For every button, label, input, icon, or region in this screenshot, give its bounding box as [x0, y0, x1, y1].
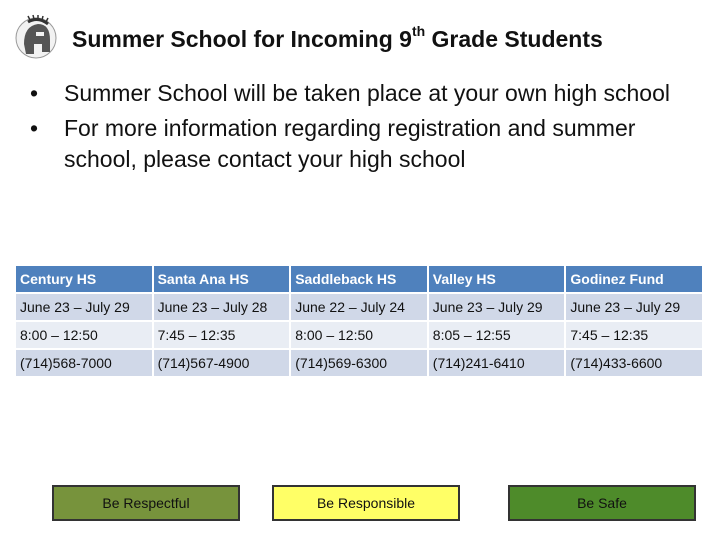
- title-end: Grade Students: [425, 26, 603, 52]
- table-cell: June 23 – July 28: [153, 293, 291, 321]
- column-header: Saddleback HS: [290, 265, 428, 293]
- table-row: [15, 293, 703, 321]
- title-main: Summer School for Incoming 9: [72, 26, 412, 52]
- table-row: [15, 349, 703, 377]
- info-bullets: [30, 78, 690, 179]
- table-cell: (714)567-4900: [153, 349, 291, 377]
- table-cell: (714)568-7000: [15, 349, 153, 377]
- table-header-row: [15, 265, 703, 293]
- column-header: Valley HS: [428, 265, 566, 293]
- table-cell: (714)241-6410: [428, 349, 566, 377]
- column-header: Santa Ana HS: [153, 265, 291, 293]
- bullet-text: Summer School will be taken place at your own high school: [64, 80, 670, 106]
- bullet-item: [30, 78, 690, 109]
- bullet-dot-icon: •: [30, 80, 39, 106]
- bullet-text: For more information regarding registration and summer school, please contact your high school: [64, 115, 636, 172]
- table-cell: 8:05 – 12:55: [428, 321, 566, 349]
- bullet-item: [30, 113, 690, 175]
- table-cell: 8:00 – 12:50: [290, 321, 428, 349]
- title-superscript: th: [411, 23, 426, 39]
- table-row: [15, 321, 703, 349]
- table-cell: June 23 – July 29: [565, 293, 703, 321]
- column-header: Century HS: [15, 265, 153, 293]
- table-cell: June 22 – July 24: [290, 293, 428, 321]
- table-cell: June 23 – July 29: [428, 293, 566, 321]
- table-cell: June 23 – July 29: [15, 293, 153, 321]
- be-responsible-button[interactable]: Be Responsible: [272, 485, 460, 521]
- be-respectful-button[interactable]: Be Respectful: [52, 485, 240, 521]
- table-cell: 7:45 – 12:35: [153, 321, 291, 349]
- be-safe-button[interactable]: Be Safe: [508, 485, 696, 521]
- column-header: Godinez Fund: [565, 265, 703, 293]
- spartan-helmet-icon: [14, 14, 58, 62]
- page-title: [72, 23, 692, 53]
- table-cell: (714)433-6600: [565, 349, 703, 377]
- table-cell: (714)569-6300: [290, 349, 428, 377]
- schedule-table: [14, 264, 704, 378]
- bullet-dot-icon: •: [30, 115, 39, 141]
- table-cell: 8:00 – 12:50: [15, 321, 153, 349]
- table-cell: 7:45 – 12:35: [565, 321, 703, 349]
